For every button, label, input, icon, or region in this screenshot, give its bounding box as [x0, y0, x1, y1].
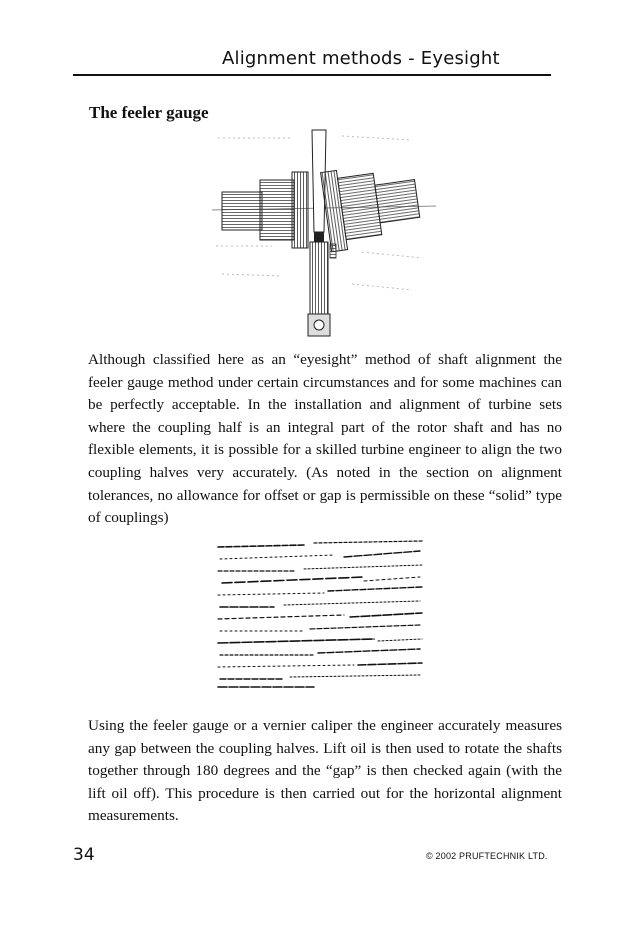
coupling-feeler-gauge-illustration [212, 124, 436, 342]
page-number: 34 [73, 845, 95, 865]
copyright-notice: © 2002 PRUFTECHNIK LTD. [426, 851, 548, 861]
header-title: Alignment methods - Eyesight [222, 48, 500, 69]
coupling-gap-measurement-illustration [214, 537, 426, 691]
paragraph-procedure: Using the feeler gauge or a vernier caliper the engineer accurately measures any gap between the coupling halves. Lift oil is then used to rotate the shafts together through 180 degrees and the “gap” is then checked again (with the lift oil off). This procedure is then carried out for the horizontal alignment measurements. [88, 717, 562, 825]
header-rule [73, 74, 551, 76]
section-title: The feeler gauge [89, 103, 209, 122]
paragraph-intro: Although classified here as an “eyesight” method of shaft alignment the feeler gauge method under certain circumstances and for some machines can be perfectly acceptable. In the installation and alignment of turbine sets where the coupling half is an integral part of the rotor shaft and has no flexible elements, it is possible for a skilled turbine engineer to align the two coupling halves very accurately. (As noted in the section on alignment tolerances, no allowance for offset or gap is permissible on these “solid” type of couplings) [88, 351, 562, 527]
